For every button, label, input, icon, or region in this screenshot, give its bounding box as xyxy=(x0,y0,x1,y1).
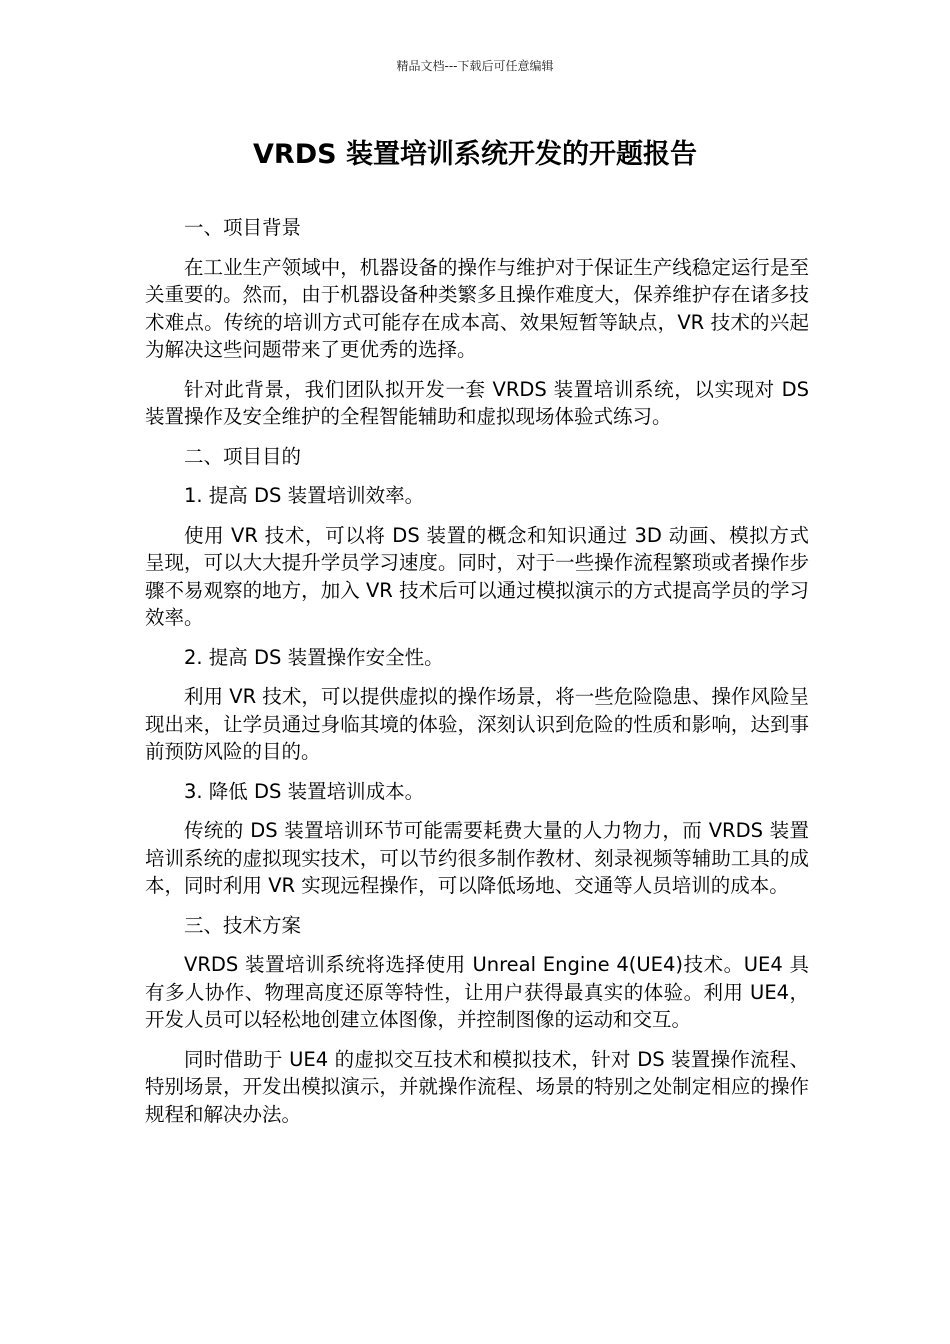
paragraph-technical-plan-2: 同时借助于 UE4 的虚拟交互技术和模拟技术，针对 DS 装置操作流程、特别场景，开发出模拟演示，并就操作流程、场景的特别之处制定相应的操作规程和解决办法。 xyxy=(145,1047,809,1126)
purpose-item-1-body: 使用 VR 技术，可以将 DS 装置的概念和知识通过 3D 动画、模拟方式呈现，可以大大提升学员学习速度。同时，对于一些操作流程繁琐或者操作步骤不易观察的地方，加入 VR 技术后可以通过模拟演示的方式提高学员的学习效率。 xyxy=(145,523,809,629)
header-note: 精品文档---下载后可任意编辑 xyxy=(396,59,554,73)
document-title: VRDS 装置培训系统开发的开题报告 xyxy=(253,139,697,170)
purpose-item-2-body: 利用 VR 技术，可以提供虚拟的操作场景，将一些危险隐患、操作风险呈现出来，让学员通过身临其境的体验，深刻认识到危险的性质和影响，达到事前预防风险的目的。 xyxy=(145,685,809,763)
paragraph-background-2: 针对此背景，我们团队拟开发一套 VRDS 装置培训系统，以实现对 DS 装置操作及安全维护的全程智能辅助和虚拟现场体验式练习。 xyxy=(145,377,809,428)
section-heading-purpose: 二、项目目的 xyxy=(184,444,302,468)
purpose-item-1-heading: 1. 提高 DS 装置培训效率。 xyxy=(184,484,425,507)
purpose-item-3-body: 传统的 DS 装置培训环节可能需要耗费大量的人力物力，而 VRDS 装置培训系统的虚拟现实技术，可以节约很多制作教材、刻录视频等辅助工具的成本，同时利用 VR 实现远程操作，可以降低场地、交通等人员培训的成本。 xyxy=(145,819,809,897)
paragraph-technical-plan-1: VRDS 装置培训系统将选择使用 Unreal Engine 4(UE4)技术。UE4 具有多人协作、物理高度还原等特性，让用户获得最真实的体验。利用 UE4，开发人员可以轻松地创建立体图像，并控制图像的运动和交互。 xyxy=(145,953,809,1031)
document-body xyxy=(145,214,809,1140)
purpose-item-2-heading: 2. 提高 DS 装置操作安全性。 xyxy=(184,645,444,669)
section-heading-technical-plan: 三、技术方案 xyxy=(184,913,302,937)
section-heading-background: 一、项目背景 xyxy=(184,216,302,239)
purpose-item-3-heading: 3. 降低 DS 装置培训成本。 xyxy=(184,779,425,803)
paragraph-background-1: 在工业生产领域中，机器设备的操作与维护对于保证生产线稳定运行是至关重要的。然而，由于机器设备种类繁多且操作难度大，保养维护存在诸多技术难点。传统的培训方式可能存在成本高、效果短暂等缺点，VR 技术的兴起为解决这些问题带来了更优秀的选择。 xyxy=(145,255,809,361)
